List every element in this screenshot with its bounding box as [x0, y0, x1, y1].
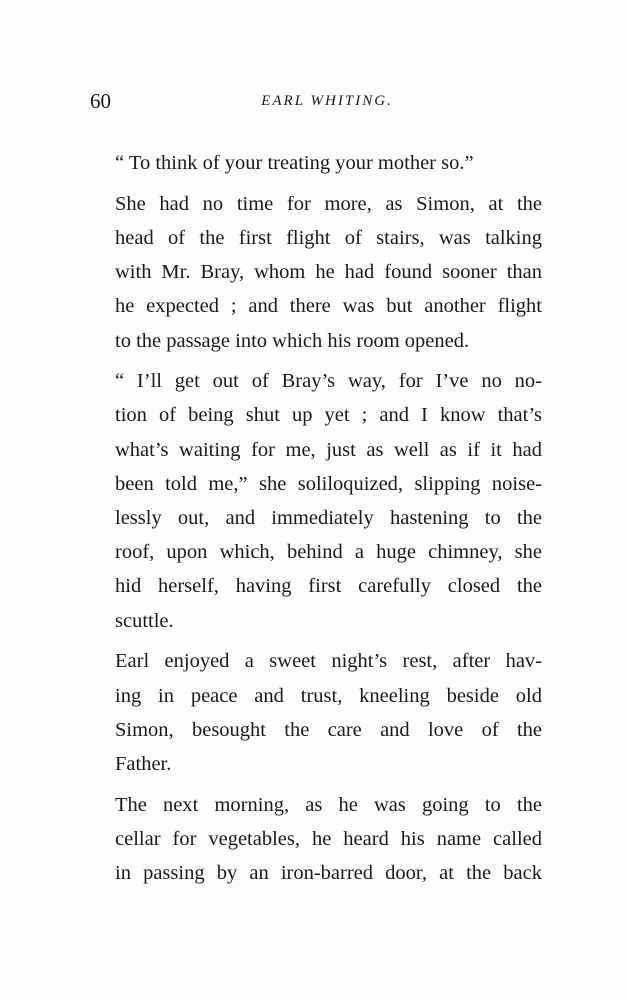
- text-line: in passing by an iron-barred door, at the back: [115, 862, 542, 885]
- page-number: 60: [90, 89, 111, 113]
- text-line: “ I’ll get out of Bray’s way, for I’ve no no-: [115, 370, 542, 393]
- text-line: tion of being shut up yet ; and I know that’s: [115, 404, 542, 427]
- running-title: EARL WHITING.: [261, 93, 393, 109]
- text-line: Father.: [115, 752, 172, 775]
- paragraph: [90, 364, 542, 638]
- text-line: lessly out, and immediately hastening to the: [115, 507, 542, 530]
- text-line: scuttle.: [115, 609, 174, 632]
- text-line: with Mr. Bray, whom he had found sooner than: [115, 261, 542, 284]
- text-line: hid herself, having first carefully closed the: [115, 575, 542, 598]
- text-line: he expected ; and there was but another flight: [115, 295, 542, 318]
- text-line: roof, upon which, behind a huge chimney, she: [115, 541, 542, 564]
- paragraph: [90, 187, 542, 358]
- text-line: Simon, besought the care and love of the: [115, 718, 542, 741]
- text-line: head of the first flight of stairs, was talking: [115, 226, 542, 249]
- text-line: been told me,” she soliloquized, slipping noise-: [115, 472, 542, 495]
- paragraph: [90, 788, 542, 891]
- text-line: “ To think of your treating your mother so.”: [115, 152, 474, 174]
- text-line: The next morning, as he was going to the: [115, 793, 542, 816]
- text-line: cellar for vegetables, he heard his name called: [115, 827, 542, 850]
- text-line: to the passage into which his room opened.: [115, 329, 470, 352]
- paragraph: [90, 644, 542, 781]
- text-line: She had no time for more, as Simon, at the: [115, 192, 542, 215]
- running-head: [90, 86, 542, 116]
- paragraph: [90, 146, 542, 180]
- text-line: what’s waiting for me, just as well as if it had: [115, 438, 542, 461]
- text-line: Earl enjoyed a sweet night’s rest, after hav-: [115, 650, 542, 673]
- text-line: ing in peace and trust, kneeling beside old: [115, 684, 542, 707]
- body-text: [90, 146, 542, 897]
